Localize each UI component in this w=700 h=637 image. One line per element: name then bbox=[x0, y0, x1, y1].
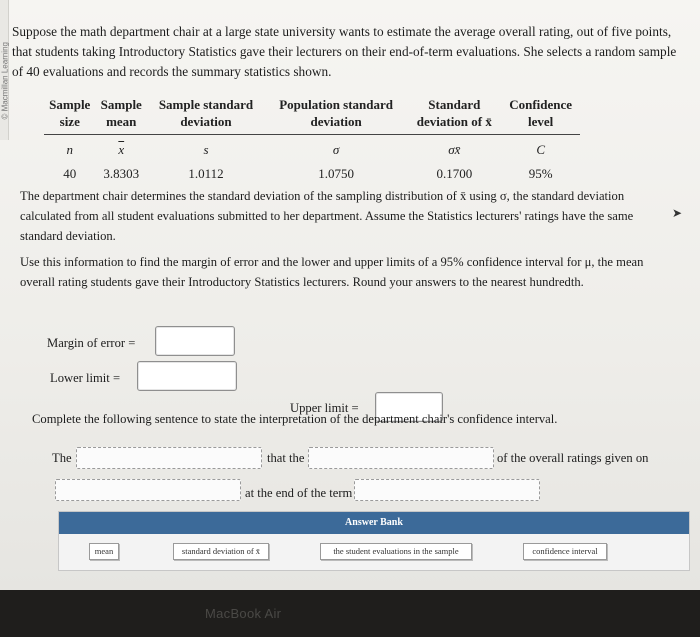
lower-limit-input[interactable] bbox=[137, 361, 237, 391]
symbol-sigma: σ bbox=[332, 142, 340, 157]
blank-2-dropzone[interactable] bbox=[308, 447, 494, 469]
cursor-arrow-icon: ➤ bbox=[672, 206, 683, 220]
blank-3-dropzone[interactable] bbox=[55, 479, 241, 501]
answer-chip-mean[interactable]: mean bbox=[89, 543, 119, 560]
symbol-xbar: $\overline{x}$ bbox=[118, 142, 125, 157]
copyright-strip bbox=[0, 0, 9, 140]
value-s: 1.0112 bbox=[188, 166, 224, 181]
sentence-word-overall-ratings: of the overall ratings given on bbox=[497, 451, 649, 465]
header-sample-size: Sample size bbox=[44, 94, 96, 135]
problem-intro: Suppose the math department chair at a large state university wants to estimate the average overall rating, out of five points, that students taking Introductory Statistics gave their lecturers on their end-of-term evaluations. She selects a random sample of 40 evaluations and records the summary statistics shown. bbox=[12, 24, 677, 79]
answer-bank-title: Answer Bank bbox=[59, 512, 689, 534]
lower-limit-label: Lower limit = bbox=[50, 371, 121, 385]
sampling-distribution-paragraph: The department chair determines the standard deviation of the sampling distribution of x̄ using σ, the standard deviation calculated from all student evaluations submitted to her department. Assume the Statistics lecturers' ratings have the same standard deviation. bbox=[20, 189, 634, 243]
table-symbol-row bbox=[44, 135, 580, 160]
header-sd-xbar: Standard deviation of x̄ bbox=[407, 94, 501, 135]
header-population-sd: Population standard deviation bbox=[265, 94, 407, 135]
table-header-row bbox=[44, 94, 580, 135]
header-sample-mean: Sample mean bbox=[96, 94, 148, 135]
header-confidence-level: Confidence level bbox=[501, 94, 580, 135]
blank-4-dropzone[interactable] bbox=[354, 479, 540, 501]
margin-of-error-input[interactable] bbox=[155, 326, 235, 356]
symbol-c: C bbox=[536, 142, 545, 157]
symbol-sigma-xbar: σx̄ bbox=[448, 142, 461, 157]
margin-of-error-label: Margin of error = bbox=[47, 336, 136, 350]
summary-statistics-table bbox=[44, 94, 580, 183]
answer-chip-confidence-interval[interactable]: confidence interval bbox=[523, 543, 607, 560]
value-n: 40 bbox=[63, 166, 77, 181]
value-xbar: 3.8303 bbox=[103, 166, 140, 181]
header-sample-sd: Sample standard deviation bbox=[147, 94, 265, 135]
copyright-text: © Macmillan Learning bbox=[0, 42, 10, 120]
sentence-word-the: The bbox=[52, 451, 72, 465]
device-label: MacBook Air bbox=[205, 606, 282, 621]
value-sigma-xbar: 0.1700 bbox=[436, 166, 473, 181]
answer-chip-sd-xbar[interactable]: standard deviation of x̄ bbox=[173, 543, 269, 560]
symbol-n: n bbox=[66, 142, 73, 157]
upper-limit-label: Upper limit = bbox=[290, 401, 359, 415]
table-value-row bbox=[44, 159, 580, 183]
sentence-word-end-of-term: at the end of the term bbox=[245, 486, 353, 500]
symbol-s: s bbox=[203, 142, 209, 157]
sentence-instruction: Complete the following sentence to state the interpretation of the department chair's confidence interval. bbox=[32, 412, 558, 426]
sentence-word-that-the: that the bbox=[267, 451, 305, 465]
answer-bank bbox=[58, 511, 690, 571]
value-c: 95% bbox=[528, 166, 553, 181]
blank-1-dropzone[interactable] bbox=[76, 447, 262, 469]
answer-chip-student-evaluations[interactable]: the student evaluations in the sample bbox=[320, 543, 472, 560]
value-sigma: 1.0750 bbox=[318, 166, 355, 181]
instructions-paragraph: Use this information to find the margin of error and the lower and upper limits of a 95% confidence interval for μ, the mean overall rating students gave their Introductory Statistics lecturers. Round your answers to the nearest hundredth. bbox=[20, 255, 644, 289]
